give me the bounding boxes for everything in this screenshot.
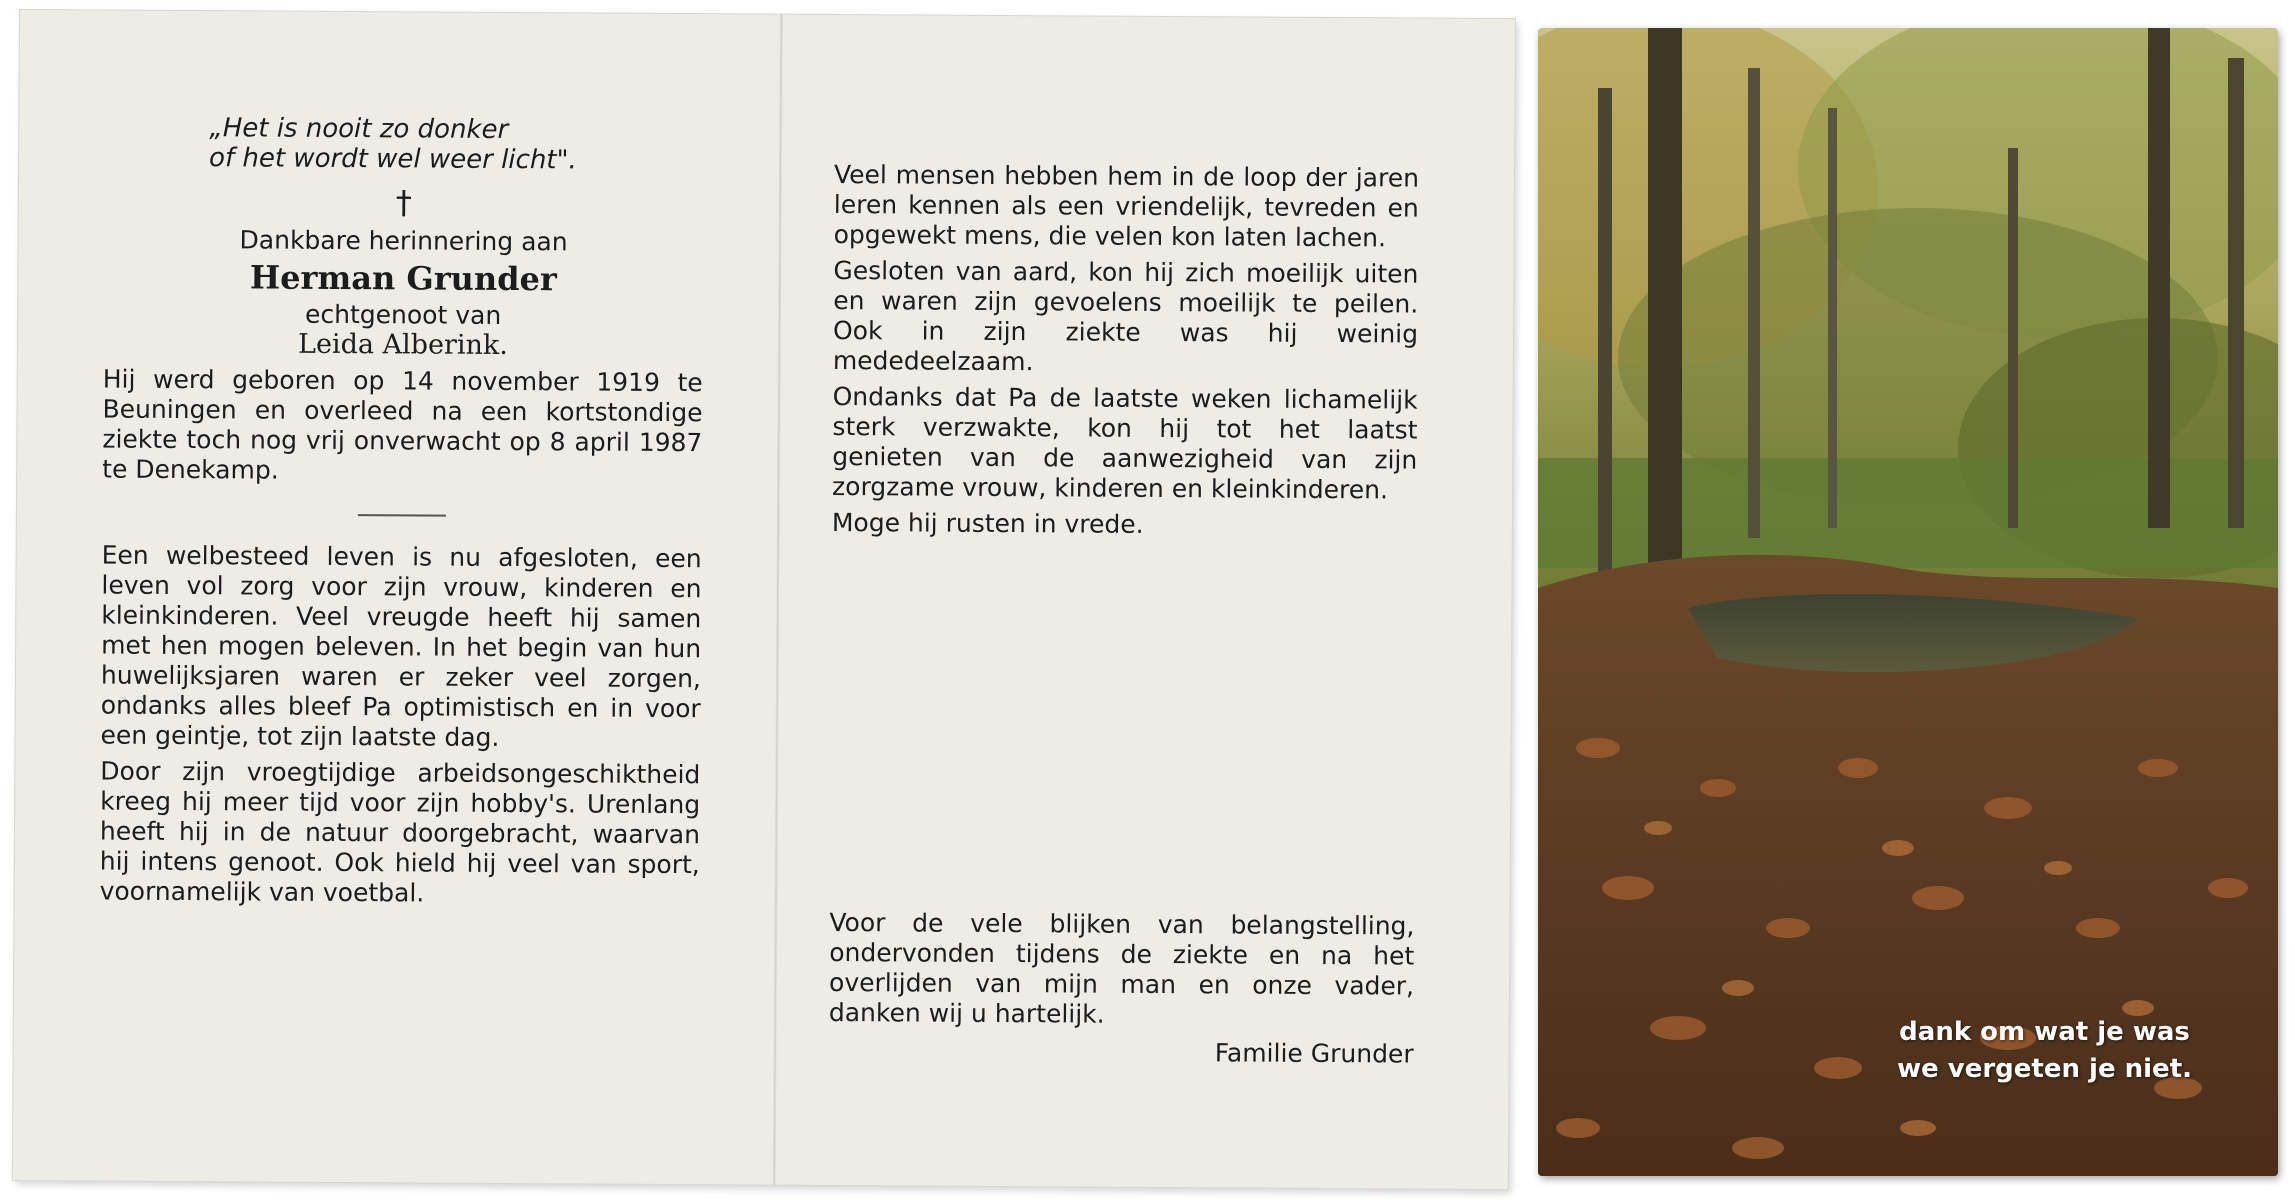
birth-death-text: Hij werd geboren op 14 november 1919 te Beuningen en overleed na een kortstondige ziekte toch nog vrij onverwacht op 8 april 1987 te Denekamp. <box>102 364 703 485</box>
spouse-name: Leida Alberink. <box>297 328 508 361</box>
right-paragraph-3: Ondanks dat Pa de laatste weken lichamelijk sterk verzwakte, kon hij tot het laatst genieten van de aanwezigheid van zijn zorgzame vrouw, kinderen en kleinkinderen. <box>832 381 1418 505</box>
separator-line <box>358 514 446 517</box>
thanks-block <box>829 908 1415 1070</box>
photo-caption <box>1897 1014 2192 1088</box>
left-panel <box>100 113 705 911</box>
right-paragraph-1: Veel mensen hebben hem in de loop der jaren leren kennen als een vriendelijk, tevreden en opgewekt mens, die velen kon laten lachen. <box>833 159 1420 253</box>
quote-line-1: „Het is nooit zo donker <box>209 113 509 145</box>
thanks-text: Voor de vele blijken van belangstelling, ondervonden tijdens de ziekte en na het overlijden van mijn man en onze vader, danken wij u hartelijk. <box>828 907 1415 1029</box>
right-panel <box>832 160 1419 542</box>
forest-photo <box>1538 28 2278 1176</box>
life-paragraph-1: Een welbesteed leven is nu afgesloten, een leven vol zorg voor zijn vrouw, kinderen en kleinkinderen. Veel vreugde heeft hij samen met hen mogen beleven. In het begin van hun huwelijksjaren waren er zeker veel zorgen, ondanks alles bleef Pa optimistisch en in voor een geintje, tot zijn laatste dag. <box>100 540 702 752</box>
caption-line-1: dank om wat je was <box>1899 1017 2190 1047</box>
quote-line-2: of het wordt wel weer licht". <box>209 143 577 176</box>
caption-line-2: we vergeten je niet. <box>1897 1054 2192 1084</box>
memorial-card <box>13 10 1515 1189</box>
right-paragraph-2: Gesloten van aard, kon hij zich moeilijk uiten en waren zijn gevoelens moeilijk te peilen. Ook in zijn ziekte was hij weinig mededeelzaam. <box>832 255 1419 377</box>
right-paragraph-4: Moge hij rusten in vrede. <box>831 507 1144 539</box>
spouse-label: echtgenoot van <box>304 299 502 330</box>
card-fold <box>773 15 783 1185</box>
cross-icon: † <box>395 183 412 222</box>
life-paragraph-2: Door zijn vroegtijdige arbeidsongeschiktheid kreeg hij meer tijd voor zijn hobby's. Urenlang heeft hij in de natuur doorgebracht, waarvan hij intens genoot. Ook hield hij veel van sport, voornamelijk van voetbal. <box>99 756 701 908</box>
deceased-name: Herman Grunder <box>249 258 557 299</box>
forest-illustration <box>1538 28 2278 1176</box>
family-signature: Familie Grunder <box>1214 1038 1414 1069</box>
intro-text: Dankbare herinnering aan <box>239 225 568 257</box>
